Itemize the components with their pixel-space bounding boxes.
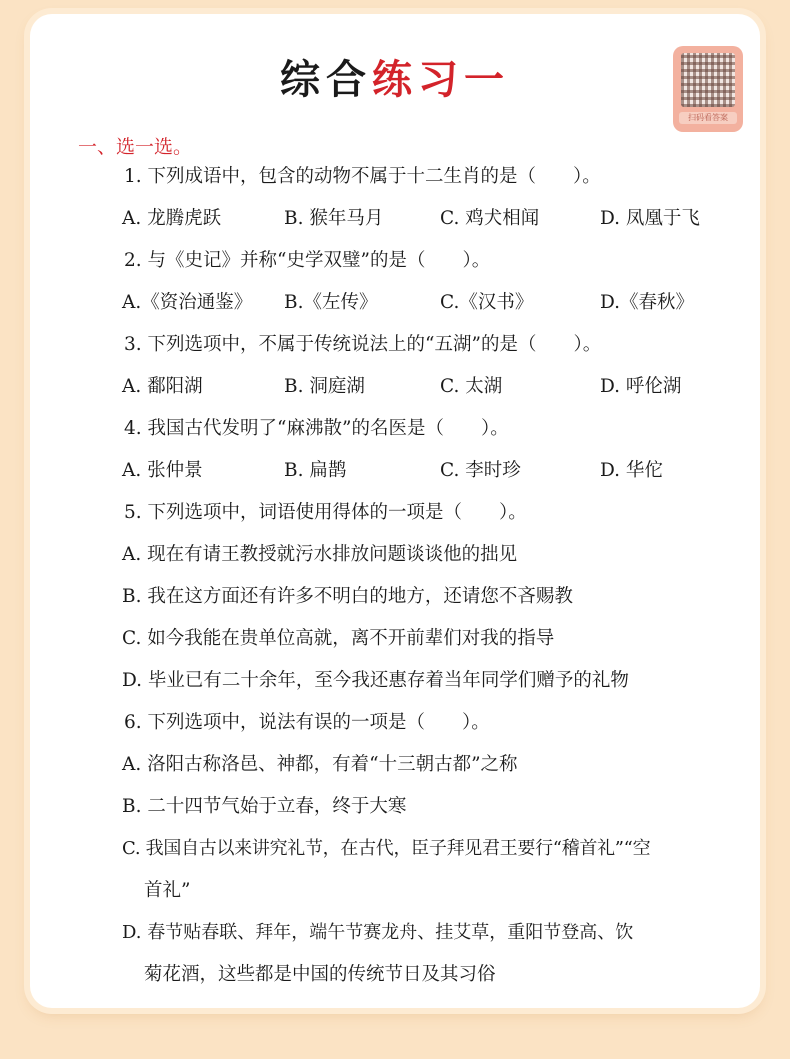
q1-option-b: B. 猴年马月 — [284, 208, 384, 229]
question-6: 6. 下列选项中，说法有误的一项是（ ）。 — [124, 712, 490, 733]
page-title: 综合练习一 — [280, 57, 510, 103]
qr-code[interactable] — [673, 46, 743, 132]
q6-option-b: B. 二十四节气始于立春，终于大寒 — [122, 796, 407, 817]
q4-option-b: B. 扁鹊 — [284, 460, 347, 481]
q4-option-a: A. 张仲景 — [122, 460, 203, 481]
q6-option-c: C. 我国自古以来讲究礼节，在古代，臣子拜见君王要行“稽首礼”“空 — [122, 838, 651, 859]
q3-option-a: A. 鄱阳湖 — [122, 376, 203, 397]
question-3: 3. 下列选项中，不属于传统说法上的“五湖”的是（ ）。 — [124, 334, 602, 355]
qr-code-image — [681, 53, 735, 107]
q5-option-b: B. 我在这方面还有许多不明白的地方，还请您不吝赐教 — [122, 586, 573, 607]
q5-option-a: A. 现在有请王教授就污水排放问题谈谈他的拙见 — [122, 544, 518, 565]
q1-option-a: A. 龙腾虎跃 — [122, 208, 222, 229]
worksheet-card — [30, 14, 760, 1008]
question-1: 1. 下列成语中，包含的动物不属于十二生肖的是（ ）。 — [124, 166, 601, 187]
q2-option-d: D.《春秋》 — [600, 292, 695, 313]
q6-option-d: D. 春节贴春联、拜年，端午节赛龙舟、挂艾草，重阳节登高、饮 — [122, 922, 634, 943]
qr-code-label: 扫码看答案 — [679, 112, 737, 124]
question-2: 2. 与《史记》并称“史学双璧”的是（ ）。 — [124, 250, 491, 271]
q6-option-d-continued: 菊花酒，这些都是中国的传统节日及其习俗 — [144, 964, 496, 985]
q2-option-c: C.《汉书》 — [440, 292, 534, 313]
q4-option-c: C. 李时珍 — [440, 460, 521, 481]
question-4: 4. 我国古代发明了“麻沸散”的名医是（ ）。 — [124, 418, 509, 439]
q3-option-c: C. 太湖 — [440, 376, 503, 397]
q6-option-c-continued: 首礼” — [144, 880, 191, 901]
q4-option-d: D. 华佗 — [600, 460, 663, 481]
q3-option-b: B. 洞庭湖 — [284, 376, 365, 397]
q1-option-d: D. 凤凰于飞 — [600, 208, 700, 229]
question-5: 5. 下列选项中，词语使用得体的一项是（ ）。 — [124, 502, 527, 523]
section-heading: 一、选一选。 — [78, 136, 193, 158]
q2-option-b: B.《左传》 — [284, 292, 378, 313]
q5-option-c: C. 如今我能在贵单位高就，离不开前辈们对我的指导 — [122, 628, 555, 649]
q3-option-d: D. 呼伦湖 — [600, 376, 682, 397]
q5-option-d: D. 毕业已有二十余年，至今我还惠存着当年同学们赠予的礼物 — [122, 670, 629, 691]
q6-option-a: A. 洛阳古称洛邑、神都，有着“十三朝古都”之称 — [122, 754, 518, 775]
q2-option-a: A.《资治通鉴》 — [122, 292, 253, 313]
q1-option-c: C. 鸡犬相闻 — [440, 208, 540, 229]
